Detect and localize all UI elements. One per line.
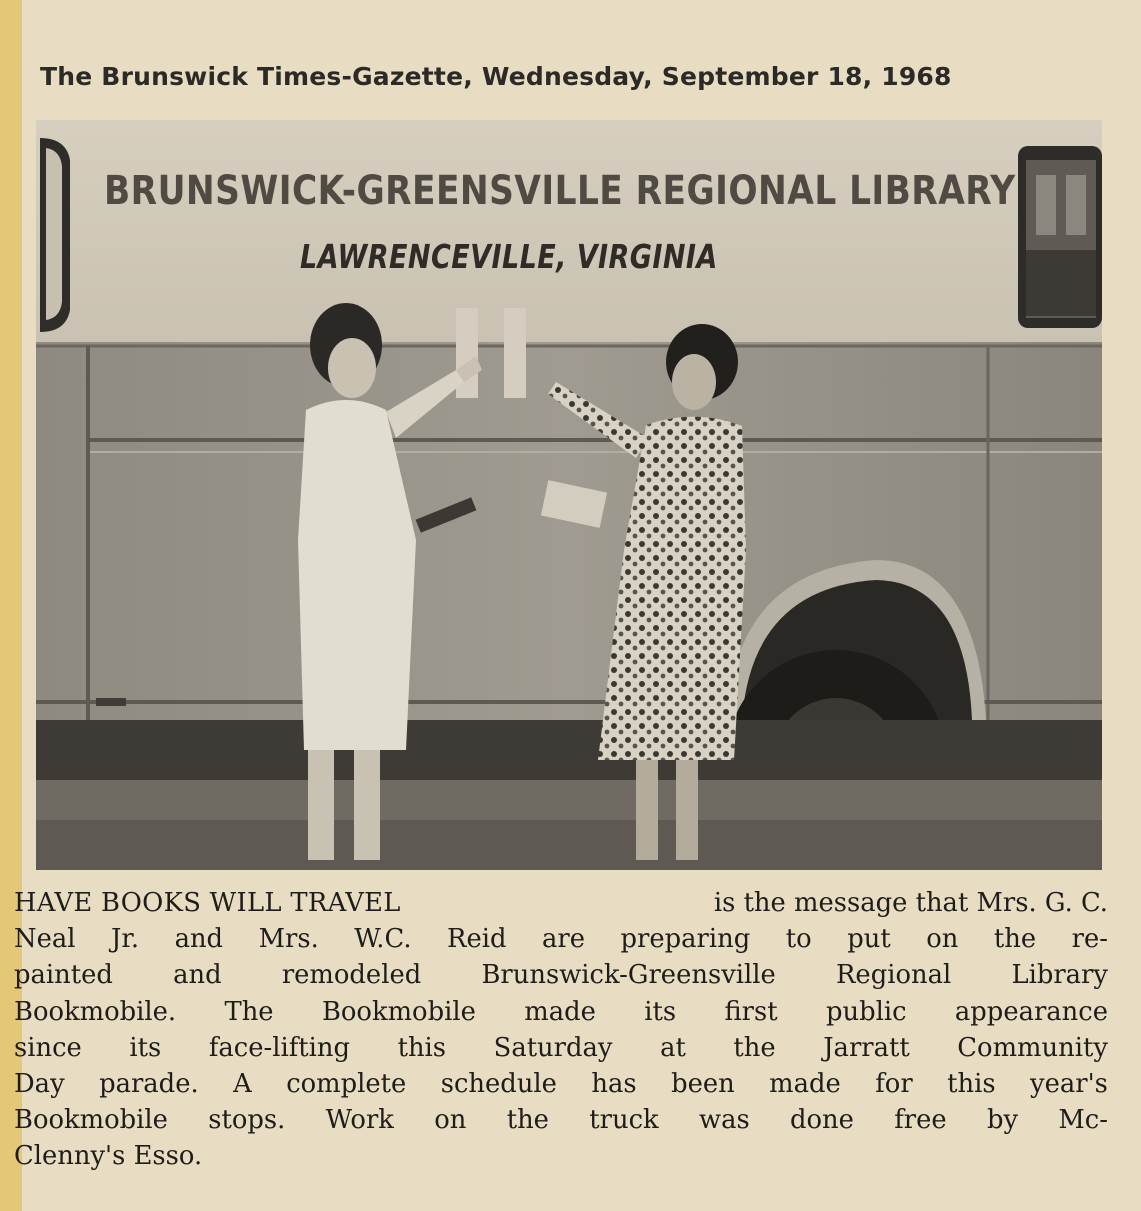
caption-word: Jr. bbox=[111, 924, 140, 955]
caption-word: parade. bbox=[99, 1069, 199, 1100]
bookmobile-photo bbox=[36, 120, 1102, 870]
caption-word: Neal bbox=[14, 924, 76, 955]
caption-word: A bbox=[233, 1069, 252, 1100]
caption-word: for bbox=[875, 1069, 913, 1100]
caption-word: been bbox=[671, 1069, 735, 1100]
caption-word: preparing bbox=[620, 924, 751, 955]
caption-word: made bbox=[769, 1069, 841, 1100]
caption-word: truck bbox=[589, 1105, 659, 1136]
caption-word: Jarratt bbox=[823, 1032, 910, 1063]
caption-word: done bbox=[790, 1105, 854, 1136]
caption-word: are bbox=[542, 924, 586, 955]
caption-word: Bookmobile bbox=[321, 996, 476, 1027]
caption-line bbox=[14, 1102, 1108, 1138]
caption-word: at bbox=[660, 1032, 686, 1063]
caption-word: face-lifting bbox=[208, 1032, 350, 1063]
photo-illustration bbox=[36, 120, 1102, 870]
caption-word: free bbox=[894, 1105, 947, 1136]
caption-word: since bbox=[14, 1032, 82, 1063]
caption-word: Regional bbox=[836, 960, 952, 991]
caption-lead: HAVE BOOKS WILL TRAVEL bbox=[14, 888, 401, 918]
caption-word: by bbox=[986, 1105, 1019, 1136]
caption-line bbox=[14, 994, 1108, 1030]
caption-word: remodeled bbox=[281, 960, 422, 991]
caption-word: its bbox=[644, 996, 677, 1027]
caption-word: Library bbox=[1011, 960, 1108, 991]
photo-caption bbox=[14, 885, 1108, 1175]
caption-word: schedule bbox=[440, 1069, 557, 1100]
caption-word: Bookmobile bbox=[14, 1105, 168, 1136]
caption-word: the bbox=[993, 924, 1037, 955]
caption-word: Bookmobile. bbox=[14, 996, 177, 1027]
caption-word: The bbox=[224, 996, 274, 1027]
caption-line bbox=[14, 957, 1108, 993]
caption-line-text: Clenny's Esso. bbox=[14, 1141, 203, 1172]
sign-subtitle: LAWRENCEVILLE, VIRGINIA bbox=[300, 237, 718, 276]
caption-word: Saturday bbox=[493, 1032, 613, 1063]
caption-word: W.C. bbox=[354, 924, 412, 955]
caption-word: public bbox=[825, 996, 907, 1027]
caption-word: has bbox=[591, 1069, 637, 1100]
caption-word: first bbox=[724, 996, 778, 1027]
caption-line-text: is the message that Mrs. G. C. bbox=[713, 888, 1108, 918]
caption-line bbox=[14, 1066, 1108, 1102]
caption-word: made bbox=[524, 996, 596, 1027]
caption-word: and bbox=[173, 960, 222, 991]
caption-line bbox=[14, 921, 1108, 957]
caption-word: Day bbox=[14, 1069, 65, 1100]
caption-word: stops. bbox=[208, 1105, 286, 1136]
caption-word: complete bbox=[286, 1069, 407, 1100]
caption-word: this bbox=[947, 1069, 996, 1100]
caption-word: its bbox=[129, 1032, 162, 1063]
caption-word: Reid bbox=[447, 924, 507, 955]
caption-word: painted bbox=[14, 960, 113, 991]
caption-line bbox=[14, 885, 1108, 921]
sign-title: BRUNSWICK-GREENSVILLE REGIONAL LIBRARY bbox=[104, 168, 1016, 214]
caption-line bbox=[14, 1138, 1108, 1174]
caption-word: to bbox=[785, 924, 812, 955]
caption-word: Community bbox=[957, 1032, 1108, 1063]
caption-word: on bbox=[434, 1105, 467, 1136]
caption-line bbox=[14, 1030, 1108, 1066]
caption-word: was bbox=[698, 1105, 750, 1136]
caption-word: year's bbox=[1030, 1069, 1108, 1100]
dateline: The Brunswick Times-Gazette, Wednesday, September 18, 1968 bbox=[40, 62, 952, 91]
caption-word: on bbox=[926, 924, 959, 955]
caption-word: re- bbox=[1071, 924, 1108, 955]
caption-word: Mc- bbox=[1058, 1105, 1108, 1136]
caption-word: the bbox=[733, 1032, 776, 1063]
caption-word: appearance bbox=[954, 996, 1108, 1027]
caption-word: Brunswick-Greensville bbox=[481, 960, 776, 991]
caption-word: this bbox=[397, 1032, 447, 1063]
caption-word: the bbox=[506, 1105, 549, 1136]
caption-word: Mrs. bbox=[258, 924, 319, 955]
caption-word: and bbox=[174, 924, 224, 955]
caption-word: Work bbox=[325, 1105, 394, 1136]
caption-word: put bbox=[847, 924, 891, 955]
